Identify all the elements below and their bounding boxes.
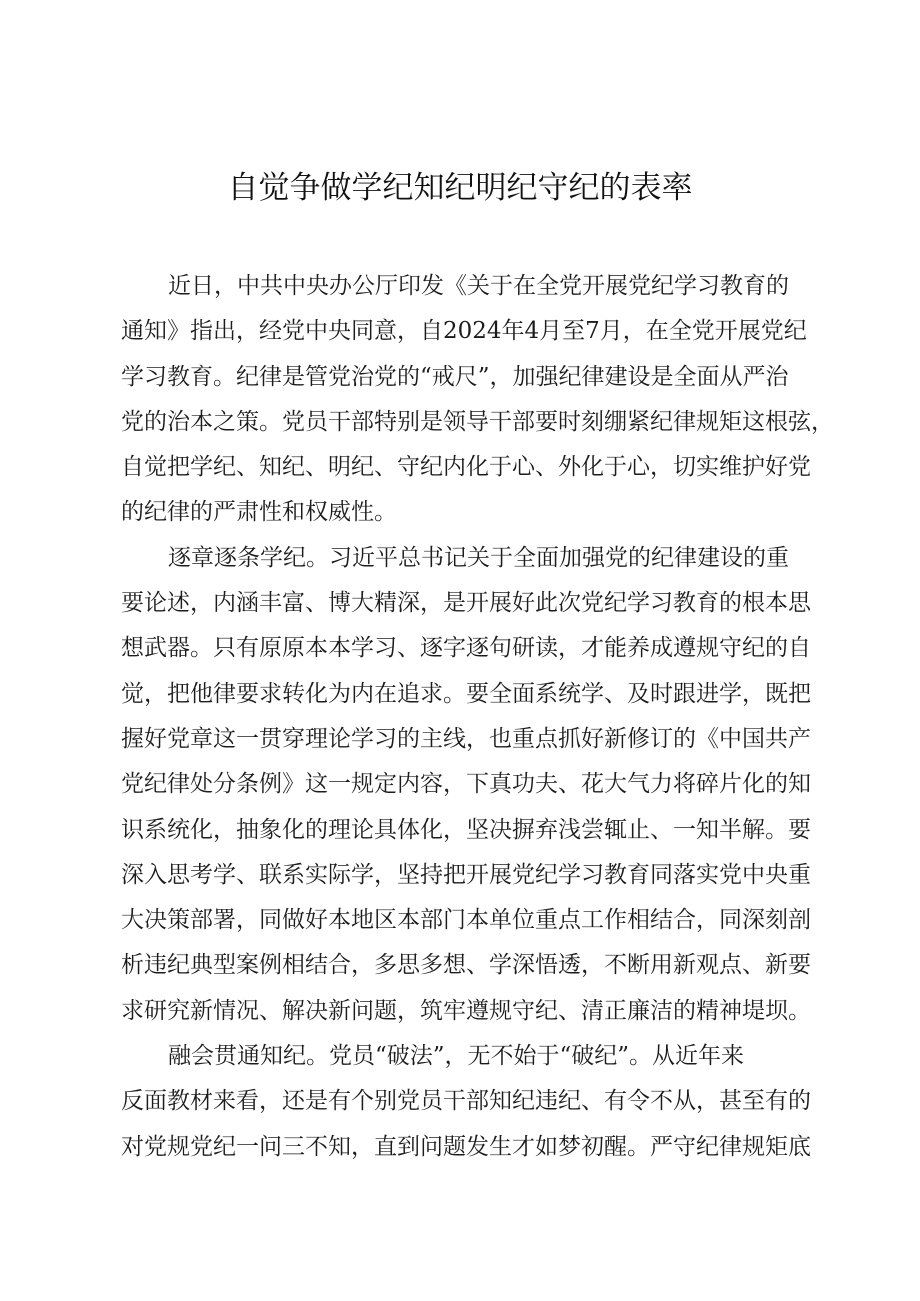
text-line: 大决策部署，同做好本地区本部门本单位重点工作相结合，同深刻剖 xyxy=(121,907,811,934)
text-line: 融会贯通知纪。党员“破法”，无不始于“破纪”。从近年来 xyxy=(168,1043,745,1070)
text-line: 的纪律的严肃性和权威性。 xyxy=(121,499,397,526)
text-line: 深入思考学、联系实际学，坚持把开展党纪学习教育同落实党中央重 xyxy=(121,861,811,888)
text-line: 党纪律处分条例》这一规定内容，下真功夫、花大气力将碎片化的知 xyxy=(121,771,811,798)
paragraph xyxy=(121,264,834,536)
text-line: 觉，把他律要求转化为内在追求。要全面系统学、及时跟进学，既把 xyxy=(121,680,811,707)
text-line: 握好党章这一贯穿理论学习的主线，也重点抓好新修订的《中国共产 xyxy=(121,725,811,752)
paragraph xyxy=(121,1034,821,1170)
text-line: 自觉把学纪、知纪、明纪、守纪内化于心、外化于心，切实维护好党 xyxy=(121,454,811,481)
text-line: 近日，中共中央办公厅印发《关于在全党开展党纪学习教育的 xyxy=(168,273,789,299)
text-line: 析违纪典型案例相结合，多思多想、学深悟透，不断用新观点、新要 xyxy=(121,952,811,979)
text-line: 学习教育。纪律是管党治党的“戒尺”，加强纪律建设是全面从严治 xyxy=(121,363,789,390)
document-title: 自觉争做学纪知纪明纪守纪的表率 xyxy=(227,170,693,206)
text-line: 对党规党纪一问三不知，直到问题发生才如梦初醒。严守纪律规矩底 xyxy=(121,1133,811,1160)
text-line: 逐章逐条学纪。习近平总书记关于全面加强党的纪律建设的重 xyxy=(168,544,789,571)
text-line: 求研究新情况、解决新问题，筑牢遵规守纪、清正廉洁的精神堤坝。 xyxy=(121,997,811,1024)
document-body xyxy=(121,264,834,1170)
text-line: 反面教材来看，还是有个别党员干部知纪违纪、有令不从，甚至有的 xyxy=(121,1088,811,1115)
text-line: 识系统化，抽象化的理论具体化，坚决摒弃浅尝辄止、一知半解。要 xyxy=(121,816,811,843)
text-line: 要论述，内涵丰富、博大精深，是开展好此次党纪学习教育的根本思 xyxy=(121,590,811,617)
text-line: 通知》指出，经党中央同意，自2024年4月至7月，在全党开展党纪 xyxy=(121,318,807,345)
text-line: 想武器。只有原原本本学习、逐字逐句研读，才能养成遵规守纪的自 xyxy=(121,635,811,662)
paragraph xyxy=(121,536,821,1034)
text-line: 党的治本之策。党员干部特别是领导干部要时刻绷紧纪律规矩这根弦， xyxy=(121,408,834,435)
